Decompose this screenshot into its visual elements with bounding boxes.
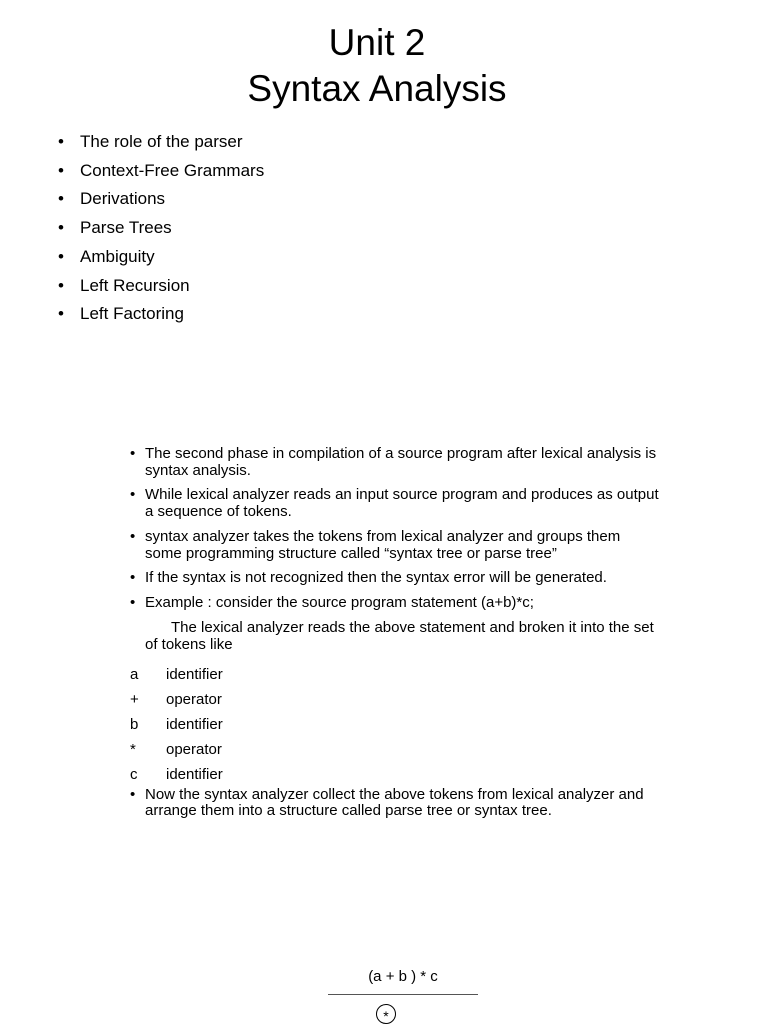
topic-item [58,128,264,157]
topic-label: Context-Free Grammars [80,160,265,180]
bullet-icon: • [58,189,64,209]
token-row [130,662,660,687]
bullet-icon: • [58,246,64,266]
token-row [130,712,660,737]
topic-item [58,185,264,214]
body-point-text: The second phase in compilation of a source program after lexical analysis is syntax analysis. [145,445,657,479]
bullet-icon: • [130,569,136,587]
token-row [130,737,660,762]
example-continuation [130,620,660,653]
body-point-text: While lexical analyzer reads an input source program and produces as output a sequence of tokens. [145,486,659,521]
slide-title-line-1: Unit 2 [328,22,426,63]
token-symbol: a [130,665,139,683]
topic-item [58,272,264,301]
body-point [130,595,660,612]
token-symbol: b [130,715,139,733]
token-kind: operator [166,690,222,708]
body-point [130,529,660,562]
parse-tree-root-node: * [376,1004,396,1024]
body-point [130,487,660,520]
bullet-icon: • [58,275,64,295]
bullet-icon: • [58,132,64,151]
topic-label: The role of the parser [80,132,243,151]
bullet-icon: • [130,594,136,612]
token-symbol: + [130,690,139,708]
body-point-text: syntax analyzer takes the tokens from lexical analyzer and groups them some programming structure called “syntax tree or parse tree” [145,527,621,562]
topic-item [58,243,264,272]
parse-tree-expression: (a + b ) * c [368,968,438,985]
token-symbol: * [130,740,136,758]
body-point [130,570,660,587]
token-row [130,762,660,787]
bullet-icon: • [130,527,136,545]
expression-underline [328,994,478,995]
token-kind: identifier [166,665,223,683]
token-kind: identifier [166,765,223,783]
bullet-icon: • [58,218,64,238]
body-point-text: Example : consider the source program statement (a+b)*c; [145,594,534,612]
body-point-text: If the syntax is not recognized then the syntax error will be generated. [145,569,607,587]
topic-item [58,300,264,329]
topic-label: Left Recursion [80,275,190,295]
topic-label: Left Factoring [80,304,184,324]
topic-list [58,128,264,329]
body-text [130,446,660,828]
body-point-text: Now the syntax analyzer collect the above tokens from lexical analyzer and arrange them into a structure called parse tree or syntax tree. [145,785,644,820]
topic-label: Derivations [80,189,166,209]
bullet-icon: • [58,160,64,180]
token-kind: operator [166,740,222,758]
body-point [130,446,660,479]
body-point [130,787,660,820]
topic-item [58,214,264,243]
topic-label: Parse Trees [80,218,172,238]
slide-title-line-2: Syntax Analysis [247,68,507,109]
topic-label: Ambiguity [80,246,155,266]
bullet-icon: • [58,304,64,324]
token-symbol: c [130,765,138,783]
token-kind: identifier [166,715,223,733]
example-continuation-text: The lexical analyzer reads the above statement and broken it into the set of tokens like [145,619,654,653]
token-row [130,687,660,712]
bullet-icon: • [130,785,136,803]
bullet-icon: • [130,486,136,504]
topic-item [58,157,264,186]
bullet-icon: • [130,445,136,462]
